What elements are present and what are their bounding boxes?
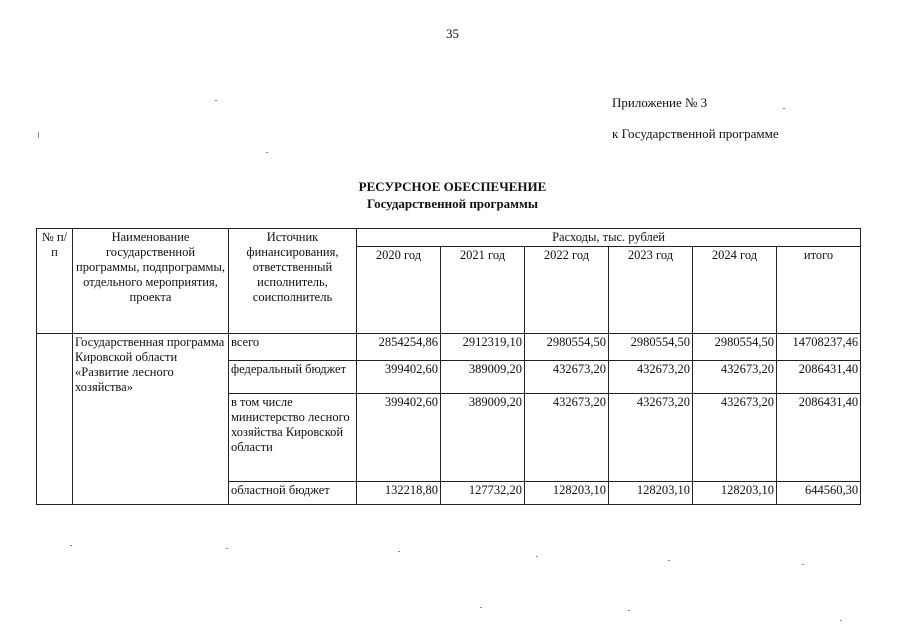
program-name-cell: Государственная программа Кировской области «Развитие лесного хозяйства»: [73, 334, 229, 505]
scan-speck: [668, 560, 670, 561]
value-cell: 399402,60: [357, 394, 441, 482]
total-cell: 2086431,40: [777, 361, 861, 394]
scan-speck: [802, 564, 804, 565]
appendix-reference: к Государственной программе: [612, 126, 779, 141]
value-cell: 128203,10: [693, 482, 777, 505]
value-cell: 2912319,10: [441, 334, 525, 361]
value-cell: 127732,20: [441, 482, 525, 505]
scan-speck: [70, 545, 72, 546]
value-cell: 432673,20: [693, 394, 777, 482]
source-cell: в том числе министерство лесного хозяйства Кировской области: [229, 394, 357, 482]
scan-speck: [38, 132, 39, 138]
header-num: № п/п: [37, 229, 73, 334]
resources-table: [36, 228, 861, 505]
value-cell: 432673,20: [609, 361, 693, 394]
program-num-cell: [37, 334, 73, 505]
header-expenses: Расходы, тыс. рублей: [357, 229, 861, 247]
source-cell: всего: [229, 334, 357, 361]
source-cell: областной бюджет: [229, 482, 357, 505]
header-year-2021: 2021 год: [441, 247, 525, 334]
total-cell: 644560,30: [777, 482, 861, 505]
page-number: 35: [446, 26, 459, 41]
total-cell: 2086431,40: [777, 394, 861, 482]
document-title: [0, 178, 905, 212]
value-cell: 2980554,50: [693, 334, 777, 361]
source-cell: федеральный бюджет: [229, 361, 357, 394]
header-year-2024: 2024 год: [693, 247, 777, 334]
scan-speck: [536, 556, 538, 557]
scan-speck: [215, 100, 217, 101]
table-row: [37, 334, 861, 361]
scan-speck: [840, 620, 842, 621]
header-year-2020: 2020 год: [357, 247, 441, 334]
scan-speck: [480, 607, 482, 608]
header-year-2023: 2023 год: [609, 247, 693, 334]
title-line-2: Государственной программы: [366, 196, 539, 211]
value-cell: 432673,20: [693, 361, 777, 394]
value-cell: 432673,20: [525, 394, 609, 482]
value-cell: 2980554,50: [525, 334, 609, 361]
value-cell: 432673,20: [609, 394, 693, 482]
scan-speck: [226, 548, 228, 549]
total-cell: 14708237,46: [777, 334, 861, 361]
value-cell: 128203,10: [609, 482, 693, 505]
header-year-2022: 2022 год: [525, 247, 609, 334]
appendix-number: Приложение № 3: [612, 95, 708, 110]
value-cell: 389009,20: [441, 361, 525, 394]
scan-speck: [628, 610, 630, 611]
scan-speck: [398, 551, 400, 552]
value-cell: 128203,10: [525, 482, 609, 505]
value-cell: 2980554,50: [609, 334, 693, 361]
value-cell: 2854254,86: [357, 334, 441, 361]
value-cell: 389009,20: [441, 394, 525, 482]
value-cell: 399402,60: [357, 361, 441, 394]
value-cell: 132218,80: [357, 482, 441, 505]
scan-speck: [783, 108, 785, 109]
header-total: итого: [777, 247, 861, 334]
title-line-1: РЕСУРСНОЕ ОБЕСПЕЧЕНИЕ: [358, 179, 547, 194]
scan-speck: [266, 152, 268, 153]
header-name: Наименование государственной программы, подпрограммы, отдельного мероприятия, проекта: [73, 229, 229, 334]
header-source: Источник финансирования, ответственный исполнитель, соисполнитель: [229, 229, 357, 334]
value-cell: 432673,20: [525, 361, 609, 394]
